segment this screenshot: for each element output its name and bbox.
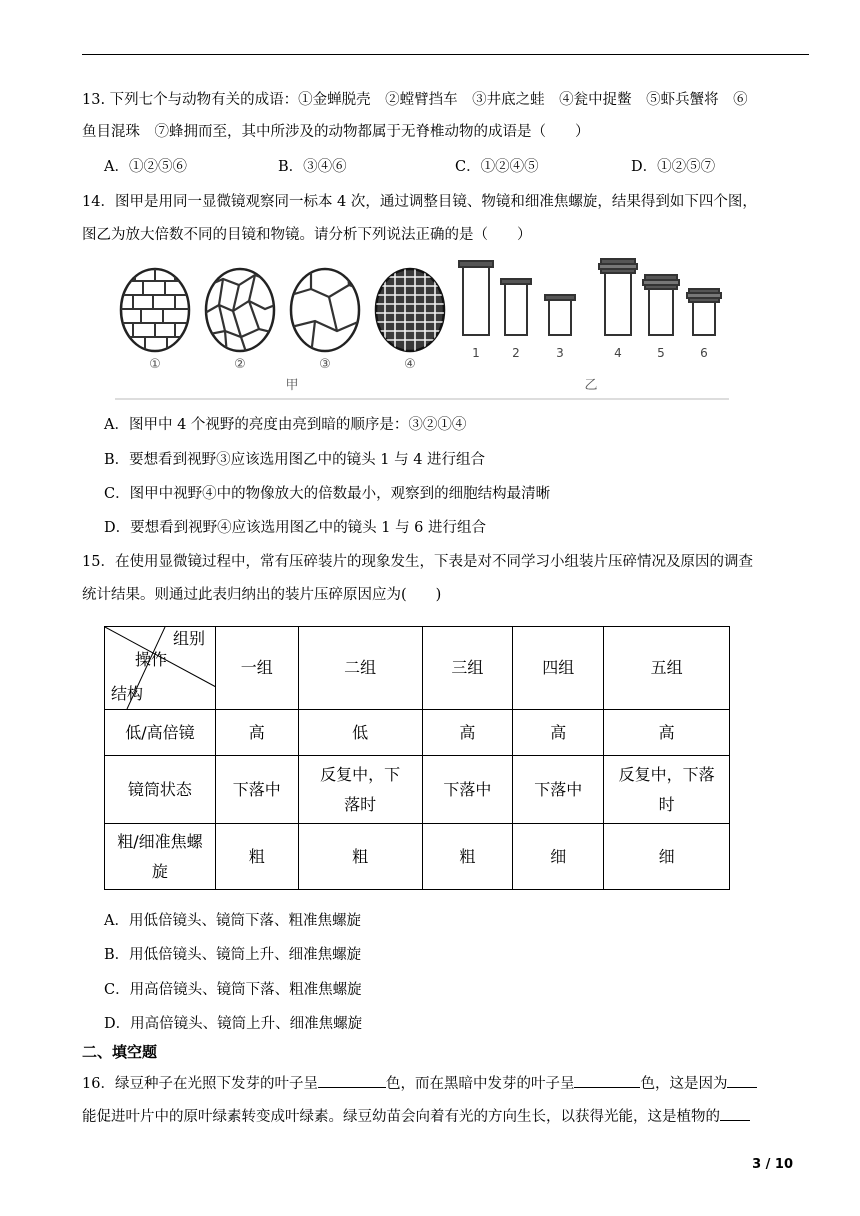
table-cell: 反复中，下落时 bbox=[298, 756, 422, 824]
lens-5 bbox=[643, 275, 679, 335]
q15-option-a[interactable]: A．用低倍镜头、镜筒下落、粗准焦螺旋 bbox=[104, 913, 361, 929]
q16-line2 bbox=[82, 1104, 750, 1127]
view-4-image bbox=[370, 265, 450, 355]
lens-2 bbox=[501, 279, 531, 335]
q15-option-d[interactable]: D．用高倍镜头、镜筒上升、细准焦螺旋 bbox=[104, 1016, 363, 1032]
q13-option-b[interactable]: B．③④⑥ bbox=[278, 159, 347, 175]
table-cell: 粗 bbox=[422, 824, 513, 890]
row-label: 低/高倍镜 bbox=[105, 710, 216, 756]
table-cell: 粗 bbox=[298, 824, 422, 890]
table-cell: 下落中 bbox=[513, 756, 604, 824]
lens-6 bbox=[687, 289, 721, 335]
column-header: 一组 bbox=[215, 627, 298, 710]
lens-label-4: 4 bbox=[614, 346, 622, 360]
column-header: 五组 bbox=[604, 627, 730, 710]
table-row bbox=[105, 756, 730, 824]
lens-1 bbox=[459, 261, 493, 335]
view-2-image bbox=[205, 269, 275, 355]
q15-stem-line2: 统计结果。则通过此表归纳出的装片压碎原因应为( ) bbox=[82, 587, 442, 603]
table-cell: 下落中 bbox=[215, 756, 298, 824]
microscope-figure bbox=[115, 255, 729, 401]
table-cell: 反复中，下落时 bbox=[604, 756, 730, 824]
table-cell: 高 bbox=[513, 710, 604, 756]
table-cell: 细 bbox=[513, 824, 604, 890]
view-3-image bbox=[291, 265, 365, 355]
column-header: 三组 bbox=[422, 627, 513, 710]
row-label: 粗/细准焦螺旋 bbox=[105, 824, 216, 890]
q16-blank-3[interactable] bbox=[727, 1071, 757, 1088]
table-cell: 高 bbox=[604, 710, 730, 756]
q14-stem-line1: 14．图甲是用同一显微镜观察同一标本 4 次，通过调整目镜、物镜和细准焦螺旋，结果得到如下四个图， bbox=[82, 194, 757, 210]
table-corner-cell bbox=[105, 627, 216, 710]
corner-label-group: 组别 bbox=[173, 629, 206, 648]
q14-option-a[interactable]: A．图甲中 4 个视野的亮度由亮到暗的顺序是：③②①④ bbox=[104, 417, 467, 433]
lens-label-1: 1 bbox=[472, 346, 480, 360]
q16-blank-2[interactable] bbox=[574, 1071, 640, 1088]
q14-option-b[interactable]: B．要想看到视野③应该选用图乙中的镜头 1 与 4 进行组合 bbox=[104, 452, 486, 468]
table-row bbox=[105, 710, 730, 756]
section-title: 二、填空题 bbox=[82, 1043, 158, 1061]
page-number: 3 / 10 bbox=[752, 1157, 793, 1172]
figure-label-left: 甲 bbox=[285, 378, 299, 393]
table-cell: 高 bbox=[215, 710, 298, 756]
table-cell: 细 bbox=[604, 824, 730, 890]
q13-stem-line2: 鱼目混珠 ⑦蜂拥而至，其中所涉及的动物都属于无脊椎动物的成语是（ ） bbox=[82, 124, 590, 140]
q16-text-part1: 16．绿豆种子在光照下发芽的叶子呈 bbox=[82, 1076, 318, 1092]
header-rule bbox=[82, 54, 809, 55]
row-label: 镜筒状态 bbox=[105, 756, 216, 824]
q15-option-c[interactable]: C．用高倍镜头、镜筒下落、粗准焦螺旋 bbox=[104, 982, 362, 998]
q16-blank-4[interactable] bbox=[720, 1104, 750, 1121]
q13-option-a[interactable]: A．①②⑤⑥ bbox=[104, 159, 187, 175]
q14-stem-line2: 图乙为放大倍数不同的目镜和物镜。请分析下列说法正确的是（ ） bbox=[82, 227, 532, 243]
table-cell: 低 bbox=[298, 710, 422, 756]
lens-3 bbox=[545, 295, 575, 335]
q16-text-part3: 色，这是因为 bbox=[640, 1076, 728, 1092]
q13-option-d[interactable]: D．①②⑤⑦ bbox=[631, 159, 716, 175]
q13-option-c[interactable]: C．①②④⑤ bbox=[455, 159, 539, 175]
view-label-4: ④ bbox=[404, 357, 416, 372]
lens-label-3: 3 bbox=[556, 346, 564, 360]
q16-text-line2: 能促进叶片中的原叶绿素转变成叶绿素。绿豆幼苗会向着有光的方向生长，以获得光能，这是植物的 bbox=[82, 1109, 720, 1125]
q16-blank-1[interactable] bbox=[318, 1071, 386, 1088]
lens-label-6: 6 bbox=[700, 346, 708, 360]
lens-label-5: 5 bbox=[657, 346, 665, 360]
column-header: 二组 bbox=[298, 627, 422, 710]
q16-line1 bbox=[82, 1071, 757, 1094]
figure-label-right: 乙 bbox=[584, 378, 598, 393]
view-label-1: ① bbox=[149, 357, 161, 372]
lens-4 bbox=[599, 259, 637, 335]
q13-stem-line1: 13. 下列七个与动物有关的成语：①金蝉脱壳 ②螳臂挡车 ③井底之蛙 ④瓮中捉鳖 ⑤虾兵蟹将 ⑥ bbox=[82, 92, 748, 108]
table-cell: 粗 bbox=[215, 824, 298, 890]
microscope-figure-svg bbox=[115, 255, 729, 401]
view-label-2: ② bbox=[234, 357, 246, 372]
table-cell: 高 bbox=[422, 710, 513, 756]
corner-label-structure: 结构 bbox=[111, 684, 144, 703]
q14-option-c[interactable]: C．图甲中视野④中的物像放大的倍数最小，观察到的细胞结构最清晰 bbox=[104, 486, 551, 502]
q15-option-b[interactable]: B．用低倍镜头、镜筒上升、细准焦螺旋 bbox=[104, 947, 362, 963]
table-row bbox=[105, 824, 730, 890]
table-header-row bbox=[105, 627, 730, 710]
lens-label-2: 2 bbox=[512, 346, 520, 360]
table-cell: 下落中 bbox=[422, 756, 513, 824]
corner-label-operation: 操作 bbox=[135, 650, 168, 669]
survey-table bbox=[104, 626, 730, 890]
q16-text-part2: 色，而在黑暗中发芽的叶子呈 bbox=[385, 1076, 575, 1092]
column-header: 四组 bbox=[513, 627, 604, 710]
view-label-3: ③ bbox=[319, 357, 331, 372]
q15-stem-line1: 15．在使用显微镜过程中，常有压碎装片的现象发生，下表是对不同学习小组装片压碎情况及原因的调查 bbox=[82, 554, 753, 570]
view-1-image bbox=[115, 265, 195, 355]
q14-option-d[interactable]: D．要想看到视野④应该选用图乙中的镜头 1 与 6 进行组合 bbox=[104, 520, 487, 536]
